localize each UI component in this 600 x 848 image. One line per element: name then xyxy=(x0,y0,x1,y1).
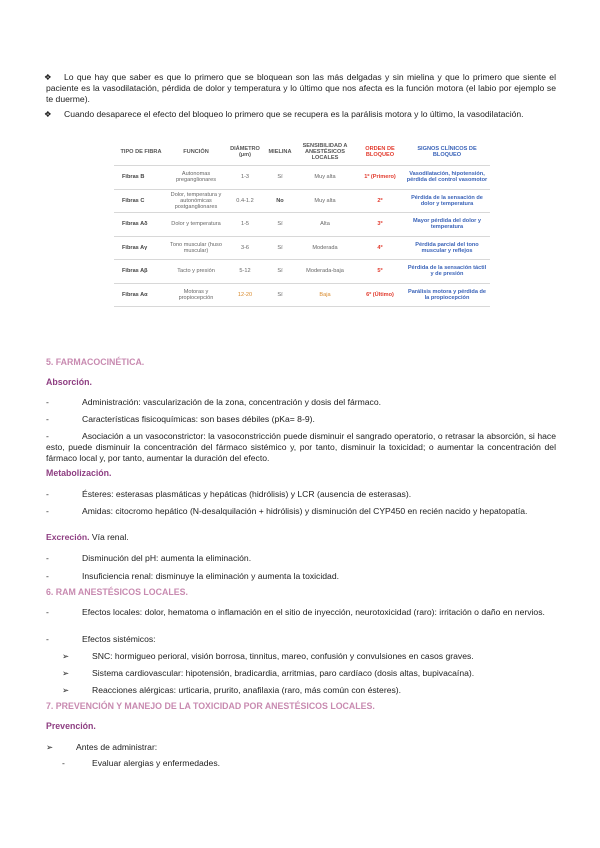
table-header-row xyxy=(114,138,490,166)
arrow-bullet-icon: ➢ xyxy=(62,651,70,661)
list-item: ➢ Antes de administrar: xyxy=(46,742,158,752)
sub-list-item: ➢ Reacciones alérgicas: urticaria, prurito, anafilaxia (raro, más común con ésteres). xyxy=(62,685,402,695)
table-header: TIPO DE FIBRA xyxy=(114,138,168,166)
table-header: DIÁMETRO (µm) xyxy=(224,138,266,166)
section-5-title: 5. FARMACOCINÉTICA. xyxy=(46,357,145,367)
absorcion-title: Absorción. xyxy=(46,377,92,387)
table-row: Fibras C Dolor, temperatura y autonómicas postganglionares 0.4-1.2 No Muy alta 2º Pérdida de la sensación de dolor y temperatura xyxy=(114,189,490,213)
arrow-bullet-icon: ➢ xyxy=(62,685,70,695)
arrow-bullet-icon: ➢ xyxy=(62,668,70,678)
excrecion-title: Excreción. xyxy=(46,532,90,542)
bullet-paragraph: ❖ Cuando desaparece el efecto del bloqueo lo primero que se recupera es la parálisis motora y lo último, la vasodilatación. xyxy=(44,109,524,119)
metabolizacion-title: Metabolización. xyxy=(46,468,112,478)
list-item: - Características fisicoquímicas: son bases débiles (pKa= 8-9). xyxy=(46,414,315,424)
sub-list-item: ➢ SNC: hormigueo perioral, visión borrosa, tinnitus, mareo, confusión y convulsiones en casos graves. xyxy=(62,651,474,661)
list-item: - Disminución del pH: aumenta la eliminación. xyxy=(46,553,252,563)
section-6-title: 6. RAM ANESTÉSICOS LOCALES. xyxy=(46,587,188,597)
list-item: - Efectos sistémicos: xyxy=(46,634,156,644)
list-item: - Insuficiencia renal: disminuye la eliminación y aumenta la toxicidad. xyxy=(46,571,339,581)
sub-list-item: - Evaluar alergias y enfermedades. xyxy=(62,758,221,768)
list-item: - Efectos locales: dolor, hematoma o inflamación en el sitio de inyección, neurotoxicidad (raro): irritación o daño en nervios. xyxy=(46,607,545,617)
table-row: Fibras Aγ Tono muscular (huso muscular) 3-6 Sí Moderada 4º Pérdida parcial del tono muscular y reflejos xyxy=(114,236,490,260)
sub-list-item: ➢ Sistema cardiovascular: hipotensión, bradicardia, arritmias, paro cardíaco (dosis altas, bupivacaína). xyxy=(62,668,475,678)
table-row: Fibras Aδ Dolor y temperatura 1-5 Sí Alta 3º Mayor pérdida del dolor y temperatura xyxy=(114,213,490,237)
section-7-title: 7. PREVENCIÓN Y MANEJO DE LA TOXICIDAD POR ANESTÉSICOS LOCALES. xyxy=(46,701,375,711)
nerve-fiber-table xyxy=(114,138,490,307)
list-item: - Amidas: citocromo hepático (N-desalquilación + hidrólisis) y disminución del CYP450 en recién nacido y hepatopatía. xyxy=(46,506,528,516)
table-header: SENSIBILIDAD A ANESTÉSICOS LOCALES xyxy=(294,138,356,166)
list-item: - Ésteres: esterasas plasmáticas y hepáticas (hidrólisis) y LCR (ausencia de esterasas). xyxy=(46,489,412,499)
table-row: Fibras Aβ Tacto y presión 5-12 Sí Moderada-baja 5º Pérdida de la sensación táctil y de presión xyxy=(114,260,490,284)
table-header: ORDEN DE BLOQUEO xyxy=(356,138,404,166)
table-header: SIGNOS CLÍNICOS DE BLOQUEO xyxy=(404,138,490,166)
list-item: - Asociación a un vasoconstrictor: la vasoconstricción puede disminuir el sangrado operatorio, o retrasar la absorción, si hace esto, puede disminuir la concentración del fármaco sistémico y, por tanto, disminuir la toxicidad; o aumentar la concentración del fármaco local y, por tanto, aumentar la duración del efecto. xyxy=(46,431,556,464)
table-header: MIELINA xyxy=(266,138,294,166)
excrecion-line: Excreción. Vía renal. xyxy=(46,532,129,542)
table-row: Fibras B Autonomas preganglionares 1-3 Sí Muy alta 1º (Primero) Vasodilatación, hipotensión, pérdida del control vasomotor xyxy=(114,166,490,190)
diamond-bullet-icon: ❖ xyxy=(44,109,52,119)
diamond-bullet-icon: ❖ xyxy=(44,72,52,82)
prevencion-title: Prevención. xyxy=(46,721,96,731)
list-item: - Administración: vascularización de la zona, concentración y dosis del fármaco. xyxy=(46,397,382,407)
bullet-paragraph: ❖ Lo que hay que saber es que lo primero que se bloquean son las más delgadas y sin mielina y que lo primero que siente el paciente es la vasodilatación, pérdida de dolor y temperatura y lo último que nos afecta es la función motora (el labio por ejemplo se te duerme). xyxy=(44,72,556,105)
table-header: FUNCIÓN xyxy=(168,138,224,166)
arrow-bullet-icon: ➢ xyxy=(46,742,54,752)
table-row: Fibras Aα Motoras y propiocepción 12-20 Sí Baja 6º (Último) Parálisis motora y pérdida de la propiocepción xyxy=(114,283,490,307)
